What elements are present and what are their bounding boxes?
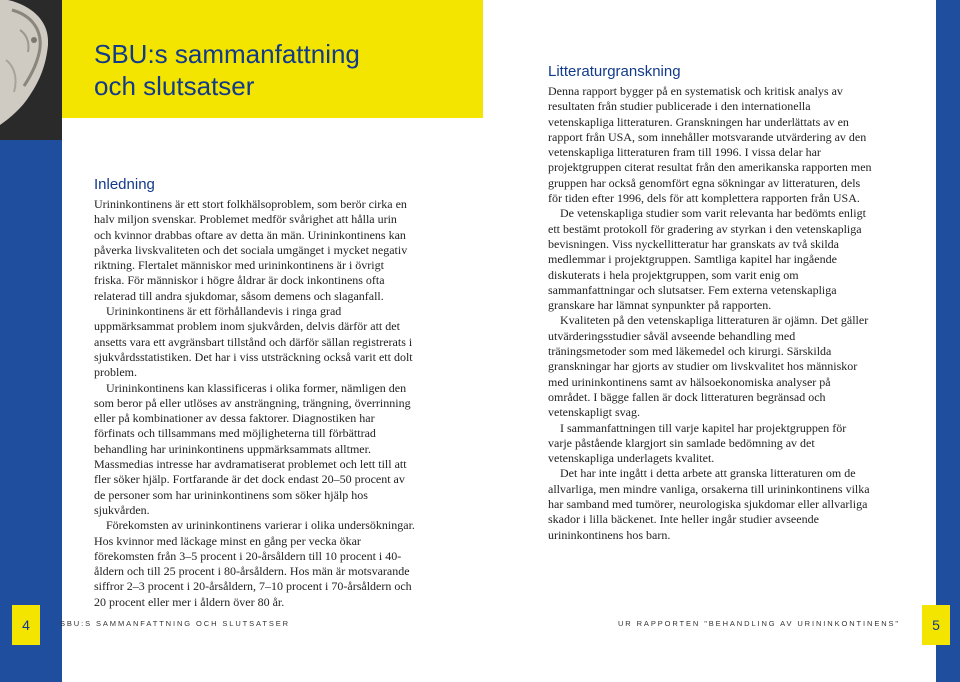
right-blue-band: [936, 0, 960, 682]
paragraph: Urininkontinens är ett förhållandevis i ringa grad uppmärksammat problem inom sjukvården, delvis därför att det ansetts vara ett avgränsbart tillstånd och därför sällan registrerats i sjukvårdsstatistiken. Det har i viss utsträckning också varit ett dolt problem.: [94, 304, 413, 380]
footer-running-head-left: SBU:S SAMMANFATTNING OCH SLUTSATSER: [60, 619, 290, 628]
statue-bust-image: [0, 0, 62, 140]
paragraph: I sammanfattningen till varje kapitel har projektgruppen för varje påstående klargjort sin samlade bedömning av det vetenskapliga underlagets kvalitet.: [548, 420, 847, 466]
paragraph: Förekomsten av urininkontinens varierar i olika undersökningar. Hos kvinnor med läckage minst en gång per vecka ökar förekomsten från 3–5 procent i 20-årsåldern till 10 procent i 40-åldern och till 25 procent i 80-årsåldern. Hos män är motsvarande siffror 2–3 procent i 20-årsåldern, 7–10 procent i 70-årsåldern och 20 procent eller mer i åldern över 80 år.: [94, 518, 415, 609]
paragraph: Kvaliteten på den vetenskapliga litteraturen är ojämn. Det gäller utvärderingsstudier såväl avseende behandling med träningsmetoder som med läkemedel och kirurgi. Särskilda granskningar har gjorts av studier om livskvalitet hos människor med urininkontinens samt av hälsoekonomiska analyser på området. I bägge fallen är dock litteraturen begränsad och vetenskapligt svag.: [548, 313, 869, 420]
paragraph: De vetenskapliga studier som varit relevanta har bedömts enligt ett bestämt protokoll för gradering av styrkan i den vetenskapliga bevisningen. Viss nyckellitteratur har granskats av två skilda medlemmar i projektgruppen. Samtliga kapitel har ingående diskuterats i hela projektgruppen, som varit enig om sammanfattningar och slutsatser. Fem externa vetenskapliga granskare har lämnat synpunkter på rapporten.: [548, 206, 866, 313]
page-title-line-2: och slutsatser: [94, 71, 255, 101]
page-title: [94, 38, 474, 102]
page-number-right: 5: [922, 605, 950, 645]
paragraph: Urininkontinens kan klassificeras i olika former, nämligen den som beror på eller utlöses av ansträngning, trängning, överrinning eller på kombinationer av dessa faktorer. Diagnostiken har förfinats och tillsammans med möjligheterna till förbättrad behandling har urininkontinens uppmärksammats alltmer. Massmedias intresse har avdramatiserat problemet och lett till att fler söker hjälp. Fortfarande är det dock endast 20–50 procent av de personer som har urininkontinens som söker hjälp hos sjukvården.: [94, 380, 411, 517]
left-column-body: [94, 197, 416, 610]
footer-running-head-right: UR RAPPORTEN "BEHANDLING AV URININKONTINENS": [617, 619, 900, 628]
paragraph: Urininkontinens är ett stort folkhälsoproblem, som berör cirka en halv miljon svenskar. Problemet medför svårighet att hålla urin och kvinnor drabbas oftare av detta än män. Urininkontinens kan påverka livskvaliteten och det sociala umgänget i mycket negativ riktning. Flertalet människor med urininkontinens är i övrigt friska. För människor i högre åldrar är dock inkontinens ofta relaterad till andra sjukdomar, såsom demens och slaganfall.: [94, 197, 408, 303]
page-title-line-1: SBU:s sammanfattning: [94, 39, 360, 69]
paragraph: Det har inte ingått i detta arbete att granska litteraturen om de allvarliga, men mindre vanliga, orsakerna till urininkontinens vilka har samband med tumörer, neurologiska sjukdomar eller allvarliga skador i lilla bäckenet. Inte heller ingår studier avseende urininkontinens hos barn.: [548, 466, 870, 542]
right-column-body: [548, 84, 873, 543]
page-number-left: 4: [12, 605, 40, 645]
section-title-inledning: Inledning: [94, 176, 155, 193]
paragraph: Denna rapport bygger på en systematisk och kritisk analys av resultaten från studier publicerade i den internationella vetenskapliga litteraturen. Granskningen har underlättats av en rapport från USA, som innehåller motsvarande utvärdering av den vetenskapliga litteraturen fram till 1996. I vissa delar har projektgruppen citerat resultat från den amerikanska rapporten men gruppen har också genomfört egna sökningar av litteraturen, dels för tiden efter 1996, dels för att komplettera rapporten från USA.: [548, 84, 872, 206]
section-title-litteraturgranskning: Litteraturgranskning: [548, 63, 681, 80]
